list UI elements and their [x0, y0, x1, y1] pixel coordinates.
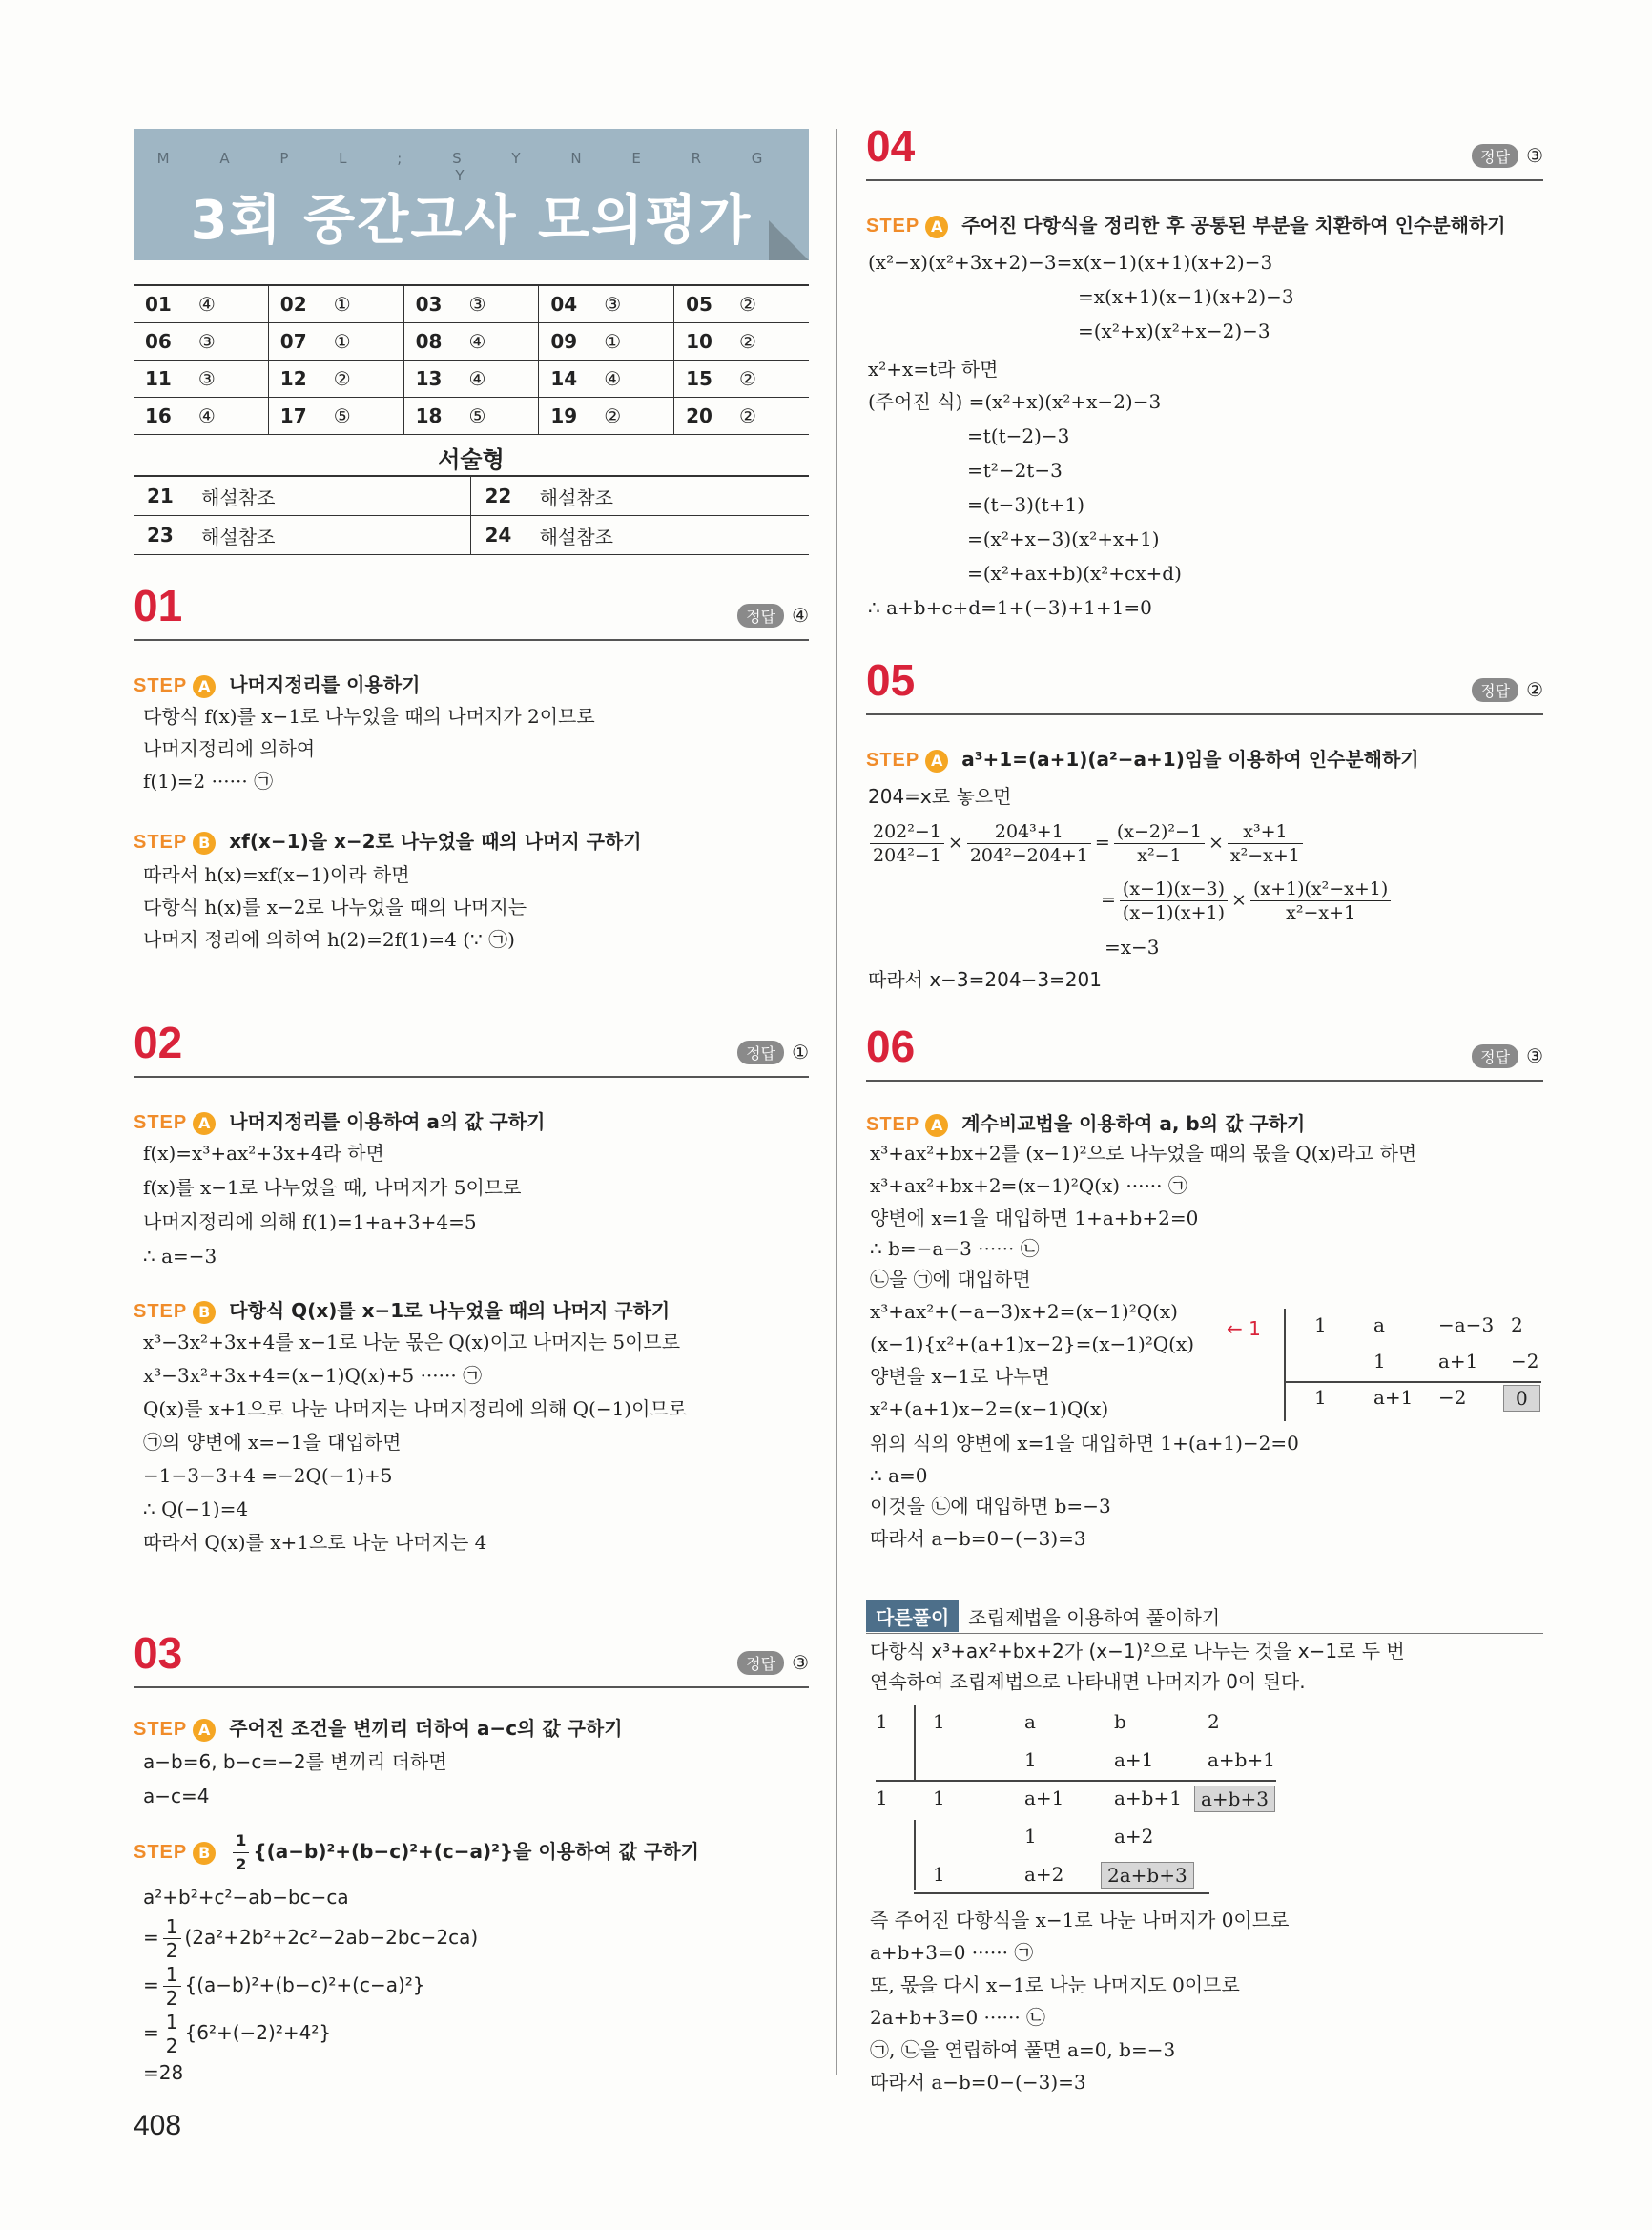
frac-den: (x−1)(x+1)	[1122, 902, 1226, 923]
answer-value: ③	[1526, 1044, 1543, 1067]
math-line: x³+ax²+(−a−3)x+2=(x−1)²Q(x)	[870, 1300, 1178, 1323]
answer-number: 04	[539, 285, 592, 323]
math-line: =t(t−2)−3	[967, 424, 1070, 447]
syn-cell: a+b+1	[1208, 1748, 1275, 1771]
math-line: 즉 주어진 다항식을 x−1로 나눈 나머지가 0이므로	[870, 1909, 1290, 1931]
frac-num: 202²−1	[870, 820, 944, 844]
answer-badge: 정답	[1472, 1044, 1518, 1068]
question-number: 06	[866, 1022, 916, 1071]
syn-cell: 1	[933, 1863, 945, 1886]
answer-number: 20	[674, 398, 728, 435]
syn-cell: a	[1373, 1313, 1385, 1336]
answer-choice: ③	[592, 285, 673, 323]
frac-num: x³+1	[1228, 820, 1303, 844]
answer-label	[1472, 144, 1543, 168]
math-line: 위의 식의 양변에 x=1을 대입하면 1+(a+1)−2=0	[870, 1432, 1299, 1455]
math-line: x²+(a+1)x−2=(x−1)Q(x)	[870, 1397, 1109, 1420]
answer-choice: ②	[728, 323, 809, 361]
frac-den: 204²−1	[873, 845, 941, 866]
step-letter: A	[925, 1114, 948, 1137]
synthetic-division-2	[876, 1705, 1276, 1896]
answer-value: ③	[792, 1651, 809, 1674]
syn-cell: 1	[933, 1786, 945, 1809]
step-tag: STEP	[866, 216, 920, 237]
frac-num: (x+1)(x²−x+1)	[1250, 878, 1391, 901]
alt-line: 연속하여 조립제법으로 나타내면 나머지가 0이 된다.	[870, 1670, 1306, 1693]
answer-choice: ③	[187, 361, 268, 398]
math-line: =(x²+x)(x²+x−2)−3	[1078, 320, 1270, 342]
answer-row	[134, 285, 809, 323]
step-title: xf(x−1)을 x−2로 나누었을 때의 나머지 구하기	[229, 830, 642, 853]
q05-intro: 204=x로 놓으면	[868, 785, 1012, 808]
syn-cell: −2	[1438, 1386, 1467, 1409]
q05-step-a	[866, 744, 1419, 773]
step-title: a³+1=(a+1)(a²−a+1)임을 이용하여 인수분해하기	[961, 748, 1419, 771]
q02-step-b	[134, 1295, 670, 1324]
step-tag: STEP	[134, 1719, 188, 1740]
syn-cell: 2a+b+3	[1101, 1862, 1194, 1889]
answer-number: 01	[134, 285, 187, 323]
answer-choice: ④	[457, 361, 538, 398]
syn-cell: a+b+1	[1114, 1786, 1182, 1809]
q06-header	[866, 1022, 1543, 1082]
frac-den: 2	[165, 1987, 178, 2010]
syn-cell: 1	[1314, 1386, 1327, 1409]
q03-expr-line	[143, 1963, 425, 2010]
step-tag: STEP	[134, 675, 188, 696]
q03-step-b	[134, 1829, 699, 1876]
step-tag: STEP	[134, 1301, 188, 1322]
answer-number: 03	[403, 285, 457, 323]
q06-step-a	[866, 1108, 1305, 1137]
math-line: f(1)=2 ······ ㉠	[143, 770, 274, 793]
frac-num: (x−2)²−1	[1114, 820, 1205, 844]
answer-badge: 정답	[1472, 678, 1518, 702]
equals: =	[1094, 832, 1110, 854]
math-line: ∴ b=−a−3 ······ ㉡	[870, 1237, 1040, 1260]
syn-cell: a+2	[1114, 1825, 1154, 1848]
syn-cell: 1	[933, 1710, 945, 1733]
frac-den: 204²−204+1	[969, 845, 1088, 866]
essay-heading: 서술형	[438, 446, 505, 473]
math-line: 따라서 Q(x)를 x+1으로 나눈 나머지는 4	[143, 1531, 487, 1554]
answer-row	[134, 323, 809, 361]
fraction	[1228, 820, 1303, 867]
alt-tag: 다른풀이	[866, 1600, 959, 1632]
syn-cell: 1	[1024, 1825, 1037, 1848]
step-letter: A	[925, 750, 948, 773]
math-line: =t²−2t−3	[967, 459, 1063, 482]
answer-value: ③	[1526, 144, 1543, 167]
question-number: 04	[866, 121, 916, 171]
math-line: ㉠, ㉡을 연립하여 풀면 a=0, b=−3	[870, 2038, 1176, 2061]
essay-table	[134, 475, 809, 555]
answer-value: ①	[792, 1041, 809, 1063]
answer-choice: ①	[322, 323, 403, 361]
essay-row	[134, 476, 809, 516]
q03-header	[134, 1629, 809, 1688]
answer-value: ②	[1526, 678, 1543, 701]
answer-choice: ④	[187, 285, 268, 323]
frac-num: 1	[163, 1915, 181, 1939]
divide-arrow: ← 1	[1227, 1317, 1261, 1340]
step-tag: STEP	[866, 750, 920, 771]
essay-answer: 해설참조	[188, 516, 471, 555]
syn-cell: 1	[1024, 1748, 1037, 1771]
equals: =	[1101, 889, 1116, 911]
math-line: Q(x)를 x+1으로 나눈 나머지는 나머지정리에 의해 Q(−1)이므로	[143, 1397, 688, 1420]
answer-badge: 정답	[1472, 144, 1518, 168]
syn-cell: 1	[1314, 1313, 1327, 1336]
answer-number: 18	[403, 398, 457, 435]
fraction	[967, 820, 1091, 867]
syn-rule	[876, 1780, 1276, 1782]
answer-choice: ②	[728, 398, 809, 435]
q03-line: =28	[143, 2061, 184, 2084]
answer-number: 02	[268, 285, 321, 323]
math-line: 또, 몫을 다시 x−1로 나눈 나머지도 0이므로	[870, 1973, 1240, 1996]
math-line: 나머지정리에 의하여	[143, 737, 316, 760]
q03-line: a²+b²+c²−ab−bc−ca	[143, 1886, 349, 1909]
syn-cell: 0	[1503, 1385, 1540, 1412]
times: ×	[1231, 889, 1247, 911]
step-title: 주어진 조건을 변끼리 더하여 a−c의 값 구하기	[229, 1717, 623, 1740]
question-number: 03	[134, 1628, 183, 1678]
frac-den: 2	[165, 2034, 178, 2057]
answer-number: 17	[268, 398, 321, 435]
q03-line: a−c=4	[143, 1785, 210, 1807]
column-divider	[836, 129, 837, 2075]
syn-cell: a+1	[1114, 1748, 1154, 1771]
answer-number: 19	[539, 398, 592, 435]
fraction	[1250, 878, 1391, 924]
frac-den: 2	[165, 1939, 178, 1962]
frac-num: (x−1)(x−3)	[1120, 878, 1228, 901]
math-line: f(x)를 x−1로 나누었을 때, 나머지가 5이므로	[143, 1176, 522, 1199]
q01-step-a	[134, 670, 420, 698]
answer-number: 16	[134, 398, 187, 435]
header-banner	[134, 129, 809, 260]
math-line: 따라서 h(x)=xf(x−1)이라 하면	[143, 863, 410, 886]
step-tag: STEP	[134, 1112, 188, 1133]
step-letter: B	[193, 832, 216, 855]
answer-choice: ①	[592, 323, 673, 361]
syn-rule	[914, 1705, 916, 1780]
q03-expr-line	[143, 1915, 478, 1962]
alt-rule	[866, 1633, 1543, 1634]
syn-cell: 1	[1373, 1350, 1386, 1373]
q01-step-b	[134, 826, 642, 855]
math-line: −1−3−3+4 =−2Q(−1)+5	[143, 1464, 393, 1487]
frac-den: 2	[236, 1855, 247, 1873]
step-tag: STEP	[134, 1842, 188, 1863]
essay-number: 24	[471, 516, 527, 555]
page-number: 408	[134, 2110, 182, 2141]
page-title: 3회 중간고사 모의평가	[190, 190, 753, 252]
math-line: 나머지 정리에 의하여 h(2)=2f(1)=4 (∵ ㉠)	[143, 928, 515, 951]
fraction	[870, 820, 944, 867]
math-line: 2a+b+3=0 ······ ㉡	[870, 2006, 1046, 2029]
q05-header	[866, 656, 1543, 715]
step-letter: A	[193, 1719, 216, 1742]
essay-number: 22	[471, 476, 527, 516]
half-fraction	[233, 1829, 249, 1876]
alt-line: 다항식 x³+ax²+bx+2가 (x−1)²으로 나누는 것을 x−1로 두 번	[870, 1640, 1405, 1662]
math-line: =(t−3)(t+1)	[967, 493, 1085, 516]
answer-choice: ②	[322, 361, 403, 398]
expr: {6²+(−2)²+4²}	[184, 2021, 332, 2044]
answer-number: 09	[539, 323, 592, 361]
answer-label	[1472, 1044, 1543, 1068]
answer-badge: 정답	[737, 604, 784, 628]
essay-answer: 해설참조	[188, 476, 471, 516]
equals: =	[143, 1926, 159, 1949]
syn-cell: a+1	[1373, 1386, 1414, 1409]
essay-answer: 해설참조	[527, 476, 809, 516]
answer-label	[1472, 678, 1543, 702]
answer-value: ④	[792, 604, 809, 627]
answer-label	[737, 1651, 809, 1675]
math-line: x³−3x²+3x+4=(x−1)Q(x)+5 ······ ㉠	[143, 1364, 483, 1387]
q04-header	[866, 122, 1543, 181]
step-title: 나머지정리를 이용하여 a의 값 구하기	[229, 1110, 546, 1133]
answer-number: 11	[134, 361, 187, 398]
q03-line: a−b=6, b−c=−2를 변끼리 더하면	[143, 1750, 447, 1773]
math-line: 이것을 ㉡에 대입하면 b=−3	[870, 1495, 1111, 1518]
answer-choice: ④	[457, 323, 538, 361]
step-title: 나머지정리를 이용하기	[229, 673, 421, 696]
q05-result: =x−3	[1105, 936, 1160, 959]
answer-choice: ③	[187, 323, 268, 361]
question-number: 05	[866, 655, 916, 705]
math-line: ㉡을 ㉠에 대입하면	[870, 1268, 1031, 1291]
q05-fraction-line-2	[1101, 878, 1394, 924]
answer-choice: ④	[187, 398, 268, 435]
syn-cell: b	[1114, 1710, 1126, 1733]
times: ×	[1208, 832, 1224, 854]
math-line: =x(x+1)(x−1)(x+2)−3	[1078, 285, 1294, 308]
answer-choice: ③	[457, 285, 538, 323]
step-tag: STEP	[866, 1114, 920, 1135]
math-line: 따라서 a−b=0−(−3)=3	[870, 2071, 1086, 2094]
syn-cell: −2	[1511, 1350, 1539, 1373]
math-line: x³+ax²+bx+2=(x−1)²Q(x) ······ ㉠	[870, 1174, 1187, 1197]
answer-label	[737, 1041, 809, 1064]
step-title: 주어진 다항식을 정리한 후 공통된 부분을 치환하여 인수분해하기	[961, 214, 1506, 237]
syn-cell: 1	[876, 1710, 888, 1733]
answer-number: 06	[134, 323, 187, 361]
answer-badge: 정답	[737, 1651, 784, 1675]
synthetic-division-1	[1284, 1309, 1541, 1421]
answer-choice: ④	[592, 361, 673, 398]
math-line: =(x²+x−3)(x²+x+1)	[967, 527, 1160, 550]
answer-row	[134, 398, 809, 435]
answer-choice: ①	[322, 285, 403, 323]
syn-rule	[914, 1892, 1209, 1894]
q04-step-a	[866, 210, 1506, 238]
equals: =	[143, 1973, 159, 1996]
syn-cell: a+1	[1024, 1786, 1064, 1809]
frac-num: 1	[233, 1829, 249, 1853]
answer-number: 05	[674, 285, 728, 323]
step-title: 다항식 Q(x)를 x−1로 나누었을 때의 나머지 구하기	[229, 1299, 671, 1322]
equals: =	[143, 2021, 159, 2044]
expr: {(a−b)²+(b−c)²+(c−a)²}	[184, 1973, 425, 1996]
essay-row	[134, 516, 809, 555]
times: ×	[947, 832, 963, 854]
syn-cell: a+b+3	[1194, 1786, 1275, 1812]
answer-badge: 정답	[737, 1041, 784, 1064]
math-line: x³−3x²+3x+4를 x−1로 나눈 몫은 Q(x)이고 나머지는 5이므로	[143, 1331, 681, 1353]
answer-number: 12	[268, 361, 321, 398]
step-letter: B	[193, 1842, 216, 1865]
syn-cell: 2	[1208, 1710, 1220, 1733]
fraction	[1120, 878, 1228, 924]
step-letter: A	[193, 1112, 216, 1135]
answer-label	[737, 604, 809, 628]
math-line: 양변에 x=1을 대입하면 1+a+b+2=0	[870, 1207, 1199, 1229]
frac-den: x²−x+1	[1229, 845, 1300, 866]
step-letter: A	[925, 216, 948, 238]
answer-number: 13	[403, 361, 457, 398]
answer-number: 10	[674, 323, 728, 361]
alt-title: 조립제법을 이용하여 풀이하기	[968, 1606, 1221, 1629]
brand-label: M A P L ; S Y N E R G Y	[156, 150, 786, 184]
math-line: x³+ax²+bx+2를 (x−1)²으로 나누었을 때의 몫을 Q(x)라고 하면	[870, 1142, 1417, 1165]
q02-step-a	[134, 1106, 545, 1135]
q03-expr-line	[143, 2011, 331, 2057]
math-line: (주어진 식) =(x²+x)(x²+x−2)−3	[868, 390, 1162, 413]
answer-choice: ②	[728, 285, 809, 323]
math-line: 다항식 f(x)를 x−1로 나누었을 때의 나머지가 2이므로	[143, 705, 595, 728]
half-fraction	[163, 1963, 181, 2010]
math-line: ∴ a=0	[870, 1464, 928, 1487]
q01-header	[134, 582, 809, 641]
math-line: f(x)=x³+ax²+3x+4라 하면	[143, 1142, 384, 1165]
math-line: 따라서 a−b=0−(−3)=3	[870, 1527, 1086, 1550]
math-line: a+b+3=0 ······ ㉠	[870, 1941, 1034, 1964]
syn-cell: a+2	[1024, 1863, 1064, 1886]
math-line: 나머지정리에 의해 f(1)=1+a+3+4=5	[143, 1210, 477, 1233]
math-line: ㉠의 양변에 x=−1을 대입하면	[143, 1431, 402, 1454]
math-line: ∴ a+b+c+d=1+(−3)+1+1=0	[868, 596, 1152, 619]
step-title: 계수비교법을 이용하여 a, b의 값 구하기	[961, 1112, 1306, 1135]
answer-choice: ⑤	[457, 398, 538, 435]
syn-cell: a+1	[1438, 1350, 1478, 1373]
answer-choice: ②	[728, 361, 809, 398]
syn-cell: 1	[876, 1786, 888, 1809]
answer-number: 07	[268, 323, 321, 361]
fraction	[1114, 820, 1205, 867]
step-letter: A	[193, 675, 216, 698]
essay-number: 23	[134, 516, 188, 555]
half-fraction	[163, 2011, 181, 2057]
frac-den: x²−x+1	[1286, 902, 1356, 923]
syn-rule	[1286, 1381, 1541, 1383]
frac-num: 1	[163, 1963, 181, 1987]
syn-cell: a	[1024, 1710, 1036, 1733]
answer-choice: ⑤	[322, 398, 403, 435]
answer-number: 15	[674, 361, 728, 398]
step-letter: B	[193, 1301, 216, 1324]
math-line: (x²−x)(x²+3x+2)−3=x(x−1)(x+1)(x+2)−3	[868, 251, 1273, 274]
question-number: 02	[134, 1018, 183, 1067]
step-tag: STEP	[134, 832, 188, 853]
corner-fold	[769, 220, 809, 260]
answer-number: 08	[403, 323, 457, 361]
math-line: ∴ a=−3	[143, 1245, 217, 1268]
math-line: (x−1){x²+(a+1)x−2}=(x−1)²Q(x)	[870, 1332, 1195, 1355]
question-number: 01	[134, 581, 183, 630]
answer-row	[134, 361, 809, 398]
frac-num: 1	[163, 2011, 181, 2034]
syn-cell: −a−3	[1438, 1313, 1495, 1336]
math-line: =(x²+ax+b)(x²+cx+d)	[967, 562, 1182, 585]
q05-fraction-line-1	[866, 820, 1307, 867]
math-line: x²+x=t라 하면	[868, 358, 999, 381]
expr: (2a²+2b²+2c²−2ab−2bc−2ca)	[184, 1926, 479, 1949]
math-line: 다항식 h(x)를 x−2로 나누었을 때의 나머지는	[143, 896, 527, 919]
syn-cell: 2	[1511, 1313, 1523, 1336]
answer-table	[134, 284, 809, 435]
frac-num: 204³+1	[967, 820, 1091, 844]
frac-den: x²−1	[1137, 845, 1182, 866]
q02-header	[134, 1019, 809, 1078]
step-title: {(a−b)²+(b−c)²+(c−a)²}을 이용하여 값 구하기	[253, 1840, 699, 1863]
math-line: 양변을 x−1로 나누면	[870, 1365, 1050, 1388]
essay-answer: 해설참조	[527, 516, 809, 555]
syn-rule	[914, 1820, 916, 1890]
q03-step-a	[134, 1713, 623, 1742]
q05-conclusion: 따라서 x−3=204−3=201	[868, 968, 1102, 991]
half-fraction	[163, 1915, 181, 1962]
answer-number: 14	[539, 361, 592, 398]
math-line: ∴ Q(−1)=4	[143, 1497, 249, 1520]
essay-number: 21	[134, 476, 188, 516]
answer-choice: ②	[592, 398, 673, 435]
alternative-solution	[866, 1600, 1220, 1632]
